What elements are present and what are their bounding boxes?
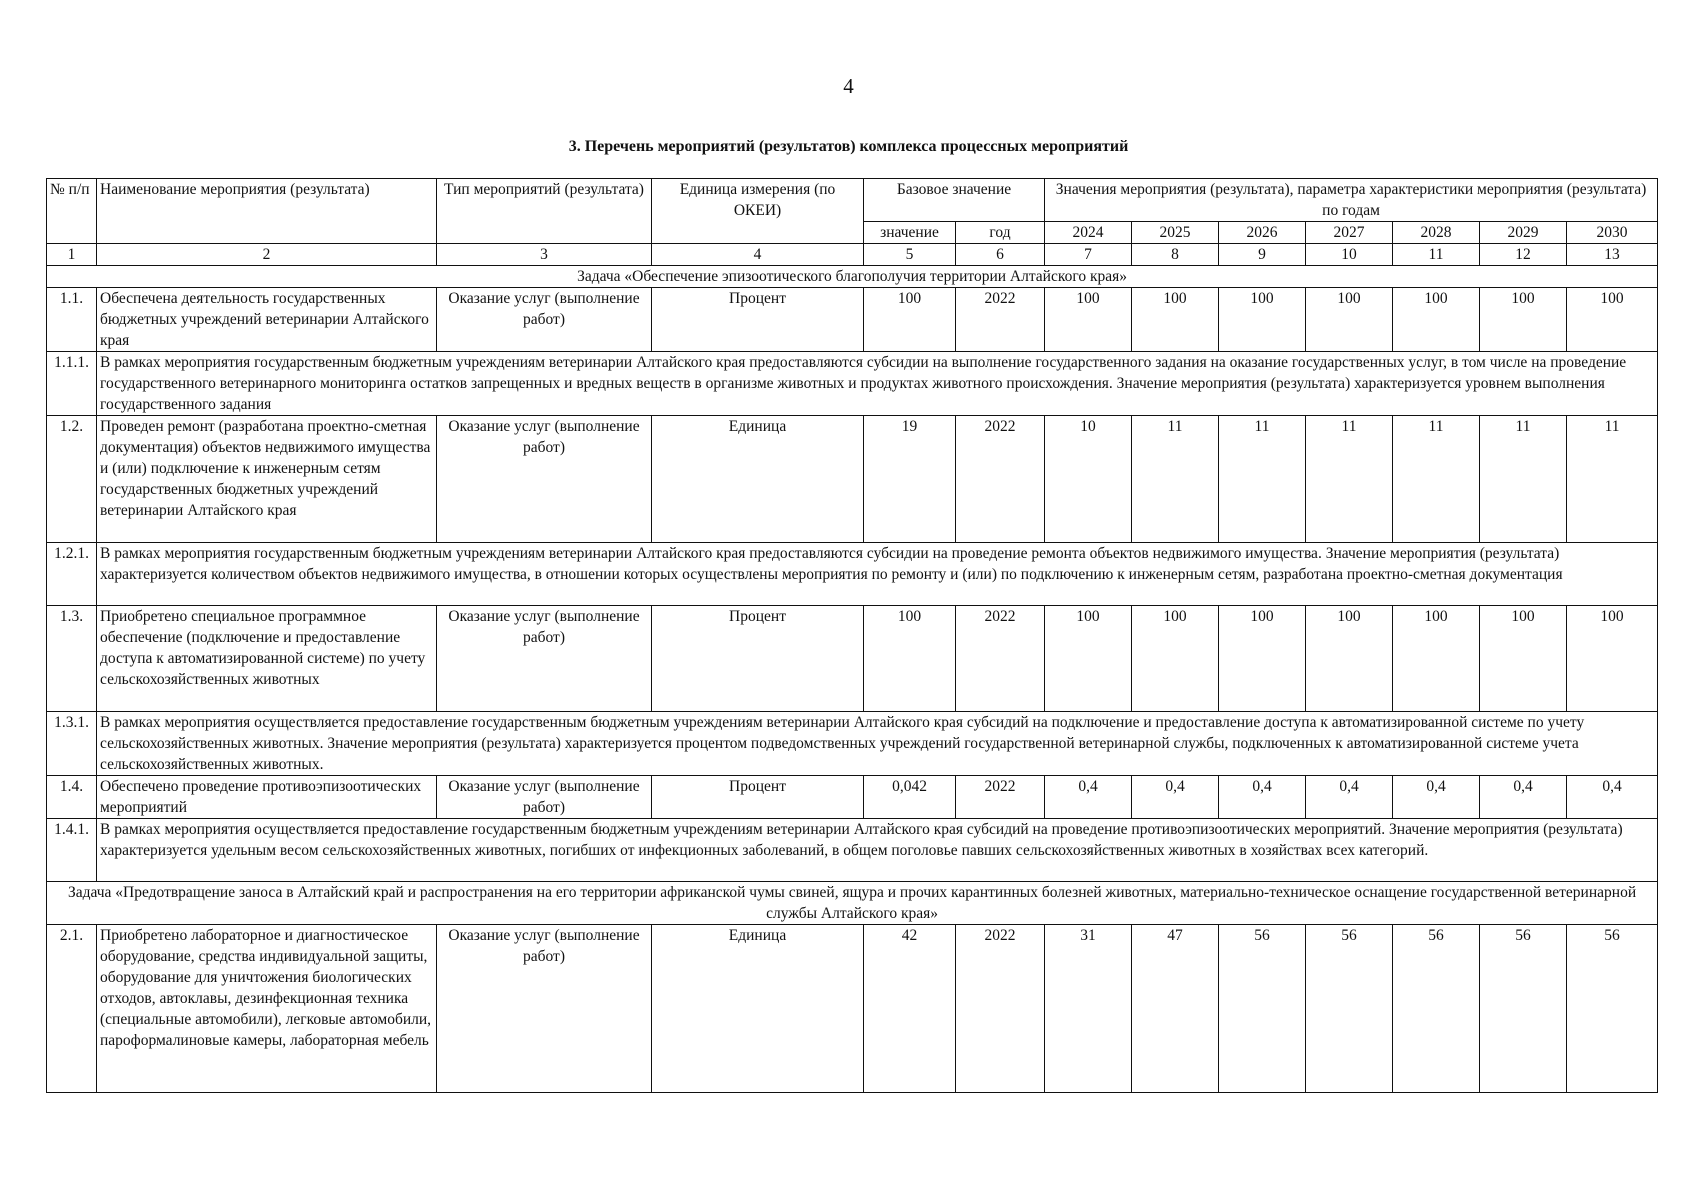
measure-year-value: 0,4 bbox=[1045, 776, 1132, 819]
measure-year-value: 56 bbox=[1306, 925, 1393, 1093]
measure-sub-number: 1.1.1. bbox=[47, 352, 97, 416]
measure-type: Оказание услуг (выполнение работ) bbox=[437, 416, 652, 543]
measure-year-value: 100 bbox=[1045, 606, 1132, 712]
measure-description: В рамках мероприятия государственным бюджетным учреждениям ветеринарии Алтайского края предоставляются субсидии на проведение ремонта объектов недвижимого имущества. Значение мероприятия (результата) характеризуется количеством объектов недвижимого имущества, в отношении которых осуществлены мероприятия по ремонту и (или) по подключению к инженерным сетям, разработана проектно-сметная документация bbox=[97, 543, 1658, 606]
measure-year-value: 100 bbox=[1393, 288, 1480, 352]
measure-year-value: 56 bbox=[1393, 925, 1480, 1093]
measure-number: 1.4. bbox=[47, 776, 97, 819]
measure-number: 1.3. bbox=[47, 606, 97, 712]
header-year: 2024 bbox=[1045, 222, 1132, 244]
measure-base-year: 2022 bbox=[956, 288, 1045, 352]
measure-name: Обеспечена деятельность государственных бюджетных учреждений ветеринарии Алтайского края bbox=[97, 288, 437, 352]
measure-type: Оказание услуг (выполнение работ) bbox=[437, 776, 652, 819]
measure-year-value: 100 bbox=[1480, 606, 1567, 712]
measure-name: Проведен ремонт (разработана проектно-сметная документация) объектов недвижимого имущества и (или) подключение к инженерным сетям государственных бюджетных учреждений ветеринарии Алтайского края bbox=[97, 416, 437, 543]
measure-year-value: 56 bbox=[1567, 925, 1658, 1093]
measure-row bbox=[47, 925, 1658, 1093]
measure-year-value: 11 bbox=[1393, 416, 1480, 543]
task-row bbox=[47, 882, 1658, 925]
measure-year-value: 0,4 bbox=[1132, 776, 1219, 819]
column-numbers-row bbox=[47, 244, 1658, 266]
header-unit: Единица измерения (по ОКЕИ) bbox=[652, 179, 864, 244]
measure-base-year: 2022 bbox=[956, 776, 1045, 819]
measure-sub-number: 1.3.1. bbox=[47, 712, 97, 776]
header-num: № п/п bbox=[47, 179, 97, 244]
measure-description: В рамках мероприятия государственным бюджетным учреждениям ветеринарии Алтайского края предоставляются субсидии на выполнение государственного задания на оказание государственных услуг, в том числе на проведение государственного ветеринарного мониторинга остатков запрещенных и вредных веществ в организме животных и продуктах животного происхождения. Значение мероприятия (результата) характеризуется уровнем выполнения государственного задания bbox=[97, 352, 1658, 416]
measure-base-value: 100 bbox=[864, 288, 956, 352]
column-number: 9 bbox=[1219, 244, 1306, 266]
measure-description: В рамках мероприятия осуществляется предоставление государственным бюджетным учреждениям ветеринарии Алтайского края субсидий на подключение и предоставление доступа к автоматизированной системе по учету сельскохозяйственных животных. Значение мероприятия (результата) характеризуется процентом подведомственных учреждений государственной ветеринарной службы, подключенных к автоматизированной системе учета сельскохозяйственных животных. bbox=[97, 712, 1658, 776]
measure-row bbox=[47, 606, 1658, 712]
column-number: 10 bbox=[1306, 244, 1393, 266]
header-year: 2030 bbox=[1567, 222, 1658, 244]
measure-description: В рамках мероприятия осуществляется предоставление государственным бюджетным учреждениям ветеринарии Алтайского края субсидий на проведение противоэпизоотических мероприятий. Значение мероприятия (результата) характеризуется удельным весом сельскохозяйственных животных, погибших от инфекционных заболеваний, в общем поголовье павших сельскохозяйственных животных в хозяйствах всех категорий. bbox=[97, 819, 1658, 882]
measure-year-value: 100 bbox=[1306, 606, 1393, 712]
header-base-value: значение bbox=[864, 222, 956, 244]
column-number: 6 bbox=[956, 244, 1045, 266]
measure-year-value: 0,4 bbox=[1306, 776, 1393, 819]
header-name: Наименование мероприятия (результата) bbox=[97, 179, 437, 244]
measure-year-value: 100 bbox=[1132, 288, 1219, 352]
measure-name: Приобретено лабораторное и диагностическое оборудование, средства индивидуальной защиты, оборудование для уничтожения биологических отходов, автоклавы, дезинфекционная техника (специальные автомобили), легковые автомобили, пароформалиновые камеры, лабораторная мебель bbox=[97, 925, 437, 1093]
measure-year-value: 100 bbox=[1393, 606, 1480, 712]
measure-year-value: 0,4 bbox=[1219, 776, 1306, 819]
header-year: 2028 bbox=[1393, 222, 1480, 244]
measure-year-value: 0,4 bbox=[1393, 776, 1480, 819]
measure-year-value: 11 bbox=[1132, 416, 1219, 543]
header-year: 2025 bbox=[1132, 222, 1219, 244]
column-number: 1 bbox=[47, 244, 97, 266]
page-number: 4 bbox=[843, 74, 854, 98]
measure-base-year: 2022 bbox=[956, 606, 1045, 712]
measure-number: 1.1. bbox=[47, 288, 97, 352]
measure-row bbox=[47, 416, 1658, 543]
measure-type: Оказание услуг (выполнение работ) bbox=[437, 288, 652, 352]
column-number: 7 bbox=[1045, 244, 1132, 266]
measure-type: Оказание услуг (выполнение работ) bbox=[437, 606, 652, 712]
measure-unit: Единица bbox=[652, 416, 864, 543]
column-number: 3 bbox=[437, 244, 652, 266]
measure-unit: Процент bbox=[652, 606, 864, 712]
measure-description-row bbox=[47, 712, 1658, 776]
measure-year-value: 100 bbox=[1132, 606, 1219, 712]
measure-year-value: 100 bbox=[1567, 606, 1658, 712]
measure-number: 2.1. bbox=[47, 925, 97, 1093]
measure-base-value: 42 bbox=[864, 925, 956, 1093]
measure-description-row bbox=[47, 352, 1658, 416]
measure-unit: Процент bbox=[652, 288, 864, 352]
column-number: 8 bbox=[1132, 244, 1219, 266]
measure-year-value: 10 bbox=[1045, 416, 1132, 543]
measure-type: Оказание услуг (выполнение работ) bbox=[437, 925, 652, 1093]
measure-year-value: 11 bbox=[1219, 416, 1306, 543]
column-number: 12 bbox=[1480, 244, 1567, 266]
measure-number: 1.2. bbox=[47, 416, 97, 543]
document-title: 3. Перечень мероприятий (результатов) комплекса процессных мероприятий bbox=[568, 138, 1129, 155]
measure-year-value: 11 bbox=[1306, 416, 1393, 543]
measure-sub-number: 1.2.1. bbox=[47, 543, 97, 606]
header-base: Базовое значение bbox=[864, 179, 1045, 222]
measure-unit: Единица bbox=[652, 925, 864, 1093]
measure-year-value: 56 bbox=[1480, 925, 1567, 1093]
measure-base-value: 100 bbox=[864, 606, 956, 712]
measure-year-value: 0,4 bbox=[1567, 776, 1658, 819]
measure-year-value: 100 bbox=[1045, 288, 1132, 352]
measure-row bbox=[47, 776, 1658, 819]
measure-year-value: 31 bbox=[1045, 925, 1132, 1093]
measure-base-year: 2022 bbox=[956, 416, 1045, 543]
header-values: Значения мероприятия (результата), параметра характеристики мероприятия (результата) по годам bbox=[1045, 179, 1658, 222]
measure-year-value: 11 bbox=[1567, 416, 1658, 543]
header-year: 2029 bbox=[1480, 222, 1567, 244]
measure-base-value: 19 bbox=[864, 416, 956, 543]
measure-description-row bbox=[47, 543, 1658, 606]
column-number: 13 bbox=[1567, 244, 1658, 266]
measure-row bbox=[47, 288, 1658, 352]
header-year: 2026 bbox=[1219, 222, 1306, 244]
task-title: Задача «Обеспечение эпизоотического благополучия территории Алтайского края» bbox=[47, 266, 1658, 288]
column-number: 11 bbox=[1393, 244, 1480, 266]
task-title: Задача «Предотвращение заноса в Алтайский край и распространения на его территории африканской чумы свиней, ящура и прочих карантинных болезней животных, материально-техническое оснащение государственной ветеринарной службы Алтайского края» bbox=[47, 882, 1658, 925]
column-number: 5 bbox=[864, 244, 956, 266]
measure-year-value: 100 bbox=[1219, 288, 1306, 352]
measure-year-value: 100 bbox=[1219, 606, 1306, 712]
measure-name: Обеспечено проведение противоэпизоотических мероприятий bbox=[97, 776, 437, 819]
header-year: 2027 bbox=[1306, 222, 1393, 244]
header-type: Тип мероприятий (результата) bbox=[437, 179, 652, 244]
column-number: 2 bbox=[97, 244, 437, 266]
measure-name: Приобретено специальное программное обеспечение (подключение и предоставление доступа к автоматизированной системе) по учету сельскохозяйственных животных bbox=[97, 606, 437, 712]
measure-year-value: 100 bbox=[1306, 288, 1393, 352]
measure-base-value: 0,042 bbox=[864, 776, 956, 819]
measure-year-value: 100 bbox=[1480, 288, 1567, 352]
measures-table bbox=[46, 178, 1658, 1093]
measure-year-value: 11 bbox=[1480, 416, 1567, 543]
measure-year-value: 100 bbox=[1567, 288, 1658, 352]
measure-year-value: 56 bbox=[1219, 925, 1306, 1093]
column-number: 4 bbox=[652, 244, 864, 266]
task-row bbox=[47, 266, 1658, 288]
header-base-year: год bbox=[956, 222, 1045, 244]
measure-year-value: 47 bbox=[1132, 925, 1219, 1093]
measure-description-row bbox=[47, 819, 1658, 882]
measure-year-value: 0,4 bbox=[1480, 776, 1567, 819]
measure-base-year: 2022 bbox=[956, 925, 1045, 1093]
header-row-1 bbox=[47, 179, 1658, 222]
measure-unit: Процент bbox=[652, 776, 864, 819]
measure-sub-number: 1.4.1. bbox=[47, 819, 97, 882]
